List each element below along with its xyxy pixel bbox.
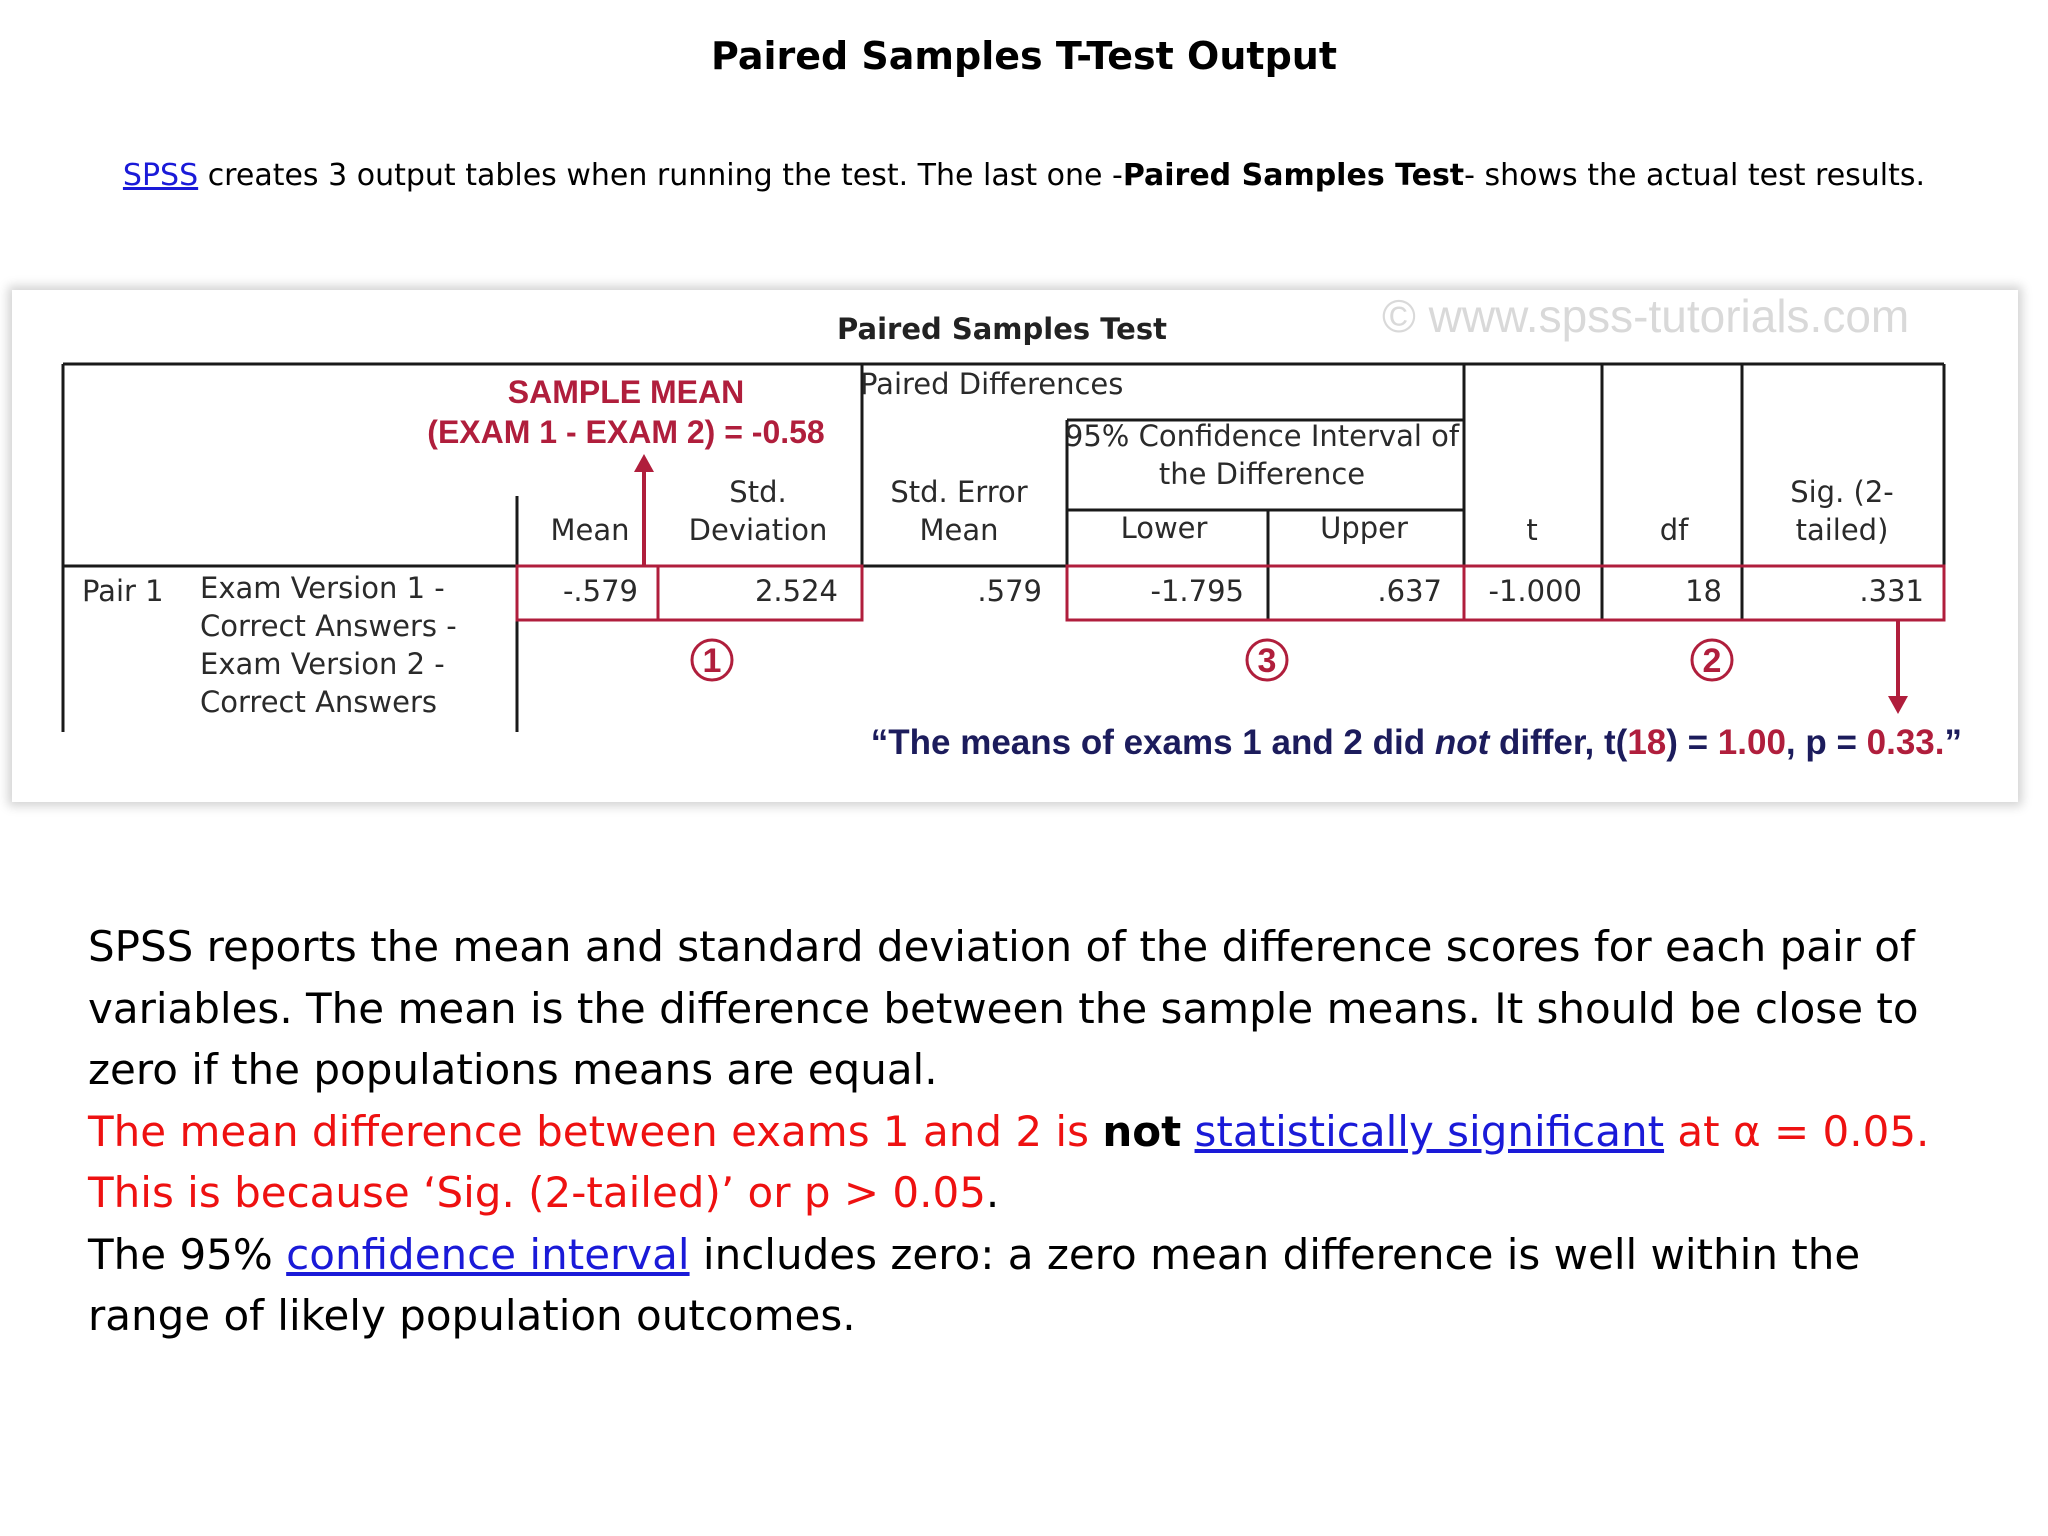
p2-text-1: The mean difference between exams 1 and 2 is <box>88 1106 1103 1156</box>
p3-text-1: The 95% <box>88 1229 287 1279</box>
row-label-line1: Exam Version 1 - <box>200 571 445 605</box>
cell-std-deviation: 2.524 <box>754 574 838 608</box>
intro-text-1: creates 3 output tables when running the test. The last one - <box>198 158 1123 193</box>
marker-2-icon <box>1692 640 1732 680</box>
spss-table-figure <box>12 290 2018 802</box>
header-upper: Upper <box>1320 511 1408 545</box>
cell-std-error-mean: .579 <box>977 574 1042 608</box>
spss-link[interactable]: SPSS <box>122 158 199 193</box>
header-mean: Mean <box>550 513 630 547</box>
explanation-p1: SPSS reports the mean and standard deviation of the difference scores for each pair of variables. The mean is the difference between the sample means. It should be close to zero if the populations means are equal. <box>88 922 1919 1094</box>
quote-italic: not <box>1434 723 1490 762</box>
explanation-p2 <box>88 1101 1988 1224</box>
quote-t: 1.00 <box>1717 723 1786 762</box>
result-quote <box>871 723 1962 762</box>
header-df: df <box>1659 513 1689 547</box>
sample-mean-label: SAMPLE MEAN <box>507 374 745 410</box>
confidence-interval-link[interactable]: confidence interval <box>286 1229 690 1279</box>
quote-part4: , p = <box>1785 723 1867 762</box>
intro-paragraph <box>120 152 1928 200</box>
intro-text-2: - shows the actual test results. <box>1464 158 1926 193</box>
table-title: Paired Samples Test <box>837 312 1167 346</box>
intro-bold: Paired Samples Test <box>1122 158 1465 193</box>
arrow-down-icon <box>1888 620 1908 714</box>
row-pair-label: Pair 1 <box>82 574 164 608</box>
header-ci-line1: 95% Confidence Interval of <box>1064 419 1460 453</box>
quote-part1: “The means of exams 1 and 2 did <box>870 723 1435 762</box>
quote-part2: differ, t( <box>1489 723 1628 762</box>
header-ci-line2: the Difference <box>1158 457 1366 491</box>
header-paired-differences: Paired Differences <box>860 367 1124 401</box>
cell-df: 18 <box>1685 574 1722 608</box>
header-t: t <box>1526 513 1538 547</box>
header-sem-line1: Std. Error <box>890 475 1028 509</box>
row-label-line3: Exam Version 2 - <box>200 647 445 681</box>
p3-text-2: includes zero: a zero mean difference is well within the range of likely population outcomes. <box>88 1229 1861 1340</box>
arrow-up-icon <box>634 454 654 566</box>
p2-period: . <box>985 1168 1000 1217</box>
p2-bold: not <box>1102 1106 1182 1156</box>
header-sig-line2: tailed) <box>1795 513 1889 547</box>
header-sem-line2: Mean <box>919 513 999 547</box>
svg-text:2: 2 <box>1702 642 1722 680</box>
header-std-line2: Deviation <box>688 513 828 547</box>
header-sig-line1: Sig. (2- <box>1790 475 1894 509</box>
cell-lower: -1.795 <box>1150 574 1244 608</box>
svg-text:3: 3 <box>1257 642 1277 680</box>
marker-1-icon <box>692 640 732 680</box>
watermark: © www.spss-tutorials.com <box>1382 290 1910 342</box>
cell-t: -1.000 <box>1488 574 1582 608</box>
marker-3-icon <box>1247 640 1287 680</box>
svg-text:1: 1 <box>702 642 722 680</box>
row-label-line4: Correct Answers <box>200 685 437 719</box>
cell-sig: .331 <box>1859 574 1924 608</box>
explanation-p3 <box>88 1224 1988 1347</box>
quote-part3: ) = <box>1666 723 1718 762</box>
header-std-line1: Std. <box>729 475 787 509</box>
header-lower: Lower <box>1120 511 1208 545</box>
statistically-significant-link[interactable]: statistically significant <box>1194 1106 1665 1156</box>
cell-mean: -.579 <box>562 574 638 608</box>
sample-mean-formula: (EXAM 1 - EXAM 2) = -0.58 <box>427 414 825 450</box>
quote-df: 18 <box>1627 723 1667 762</box>
spss-output-screenshot <box>12 290 2018 802</box>
row-label-line2: Correct Answers - <box>200 609 457 643</box>
p2-text-2: at α = 0.05. This is because ‘Sig. (2-tailed)’ or p > 0.05 <box>88 1106 1930 1217</box>
quote-part5: ” <box>1944 723 1962 762</box>
slide-title: Paired Samples T-Test Output <box>710 34 1338 78</box>
quote-p: 0.33. <box>1866 723 1945 762</box>
explanation-text <box>88 916 1988 1347</box>
cell-upper: .637 <box>1377 574 1442 608</box>
